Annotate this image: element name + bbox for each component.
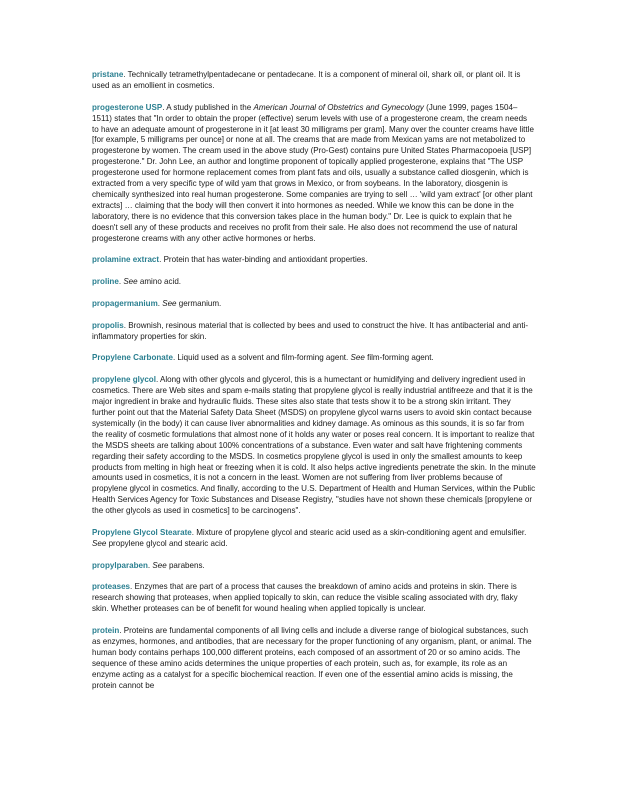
entry-text: . Along with other glycols and glycerol, this is a humectant or humidifying and delivery ingredient used in cosmetics. There are Web sites and spam e-mails stating that propylene glycol is really industrial antifreeze and that it is the major ingredient in brake and hydraulic fluids. These sites also state that tests show it to be a strong skin irritant. They further point out that the Material Safety Data Sheet (MSDS) on propylene glycol warns users to avoid skin contact because systemically (in the body) it can cause liver abnormalities and kidney damage. As ominous as this sounds, it is so far from the reality of cosmetic formulations that almost none of it holds any water or poses real concern. It is important to realize that the MSDS sheets are talking about 100% concentrations of a substance. Even water and salt have frightening comments regarding their safety according to the MSDS. In cosmetics propylene glycol is used in only the smallest amounts to keep products from melting in high heat or freezing when it is cold. It also helps active ingredients penetrate the skin. In the minute amounts used in cosmetics, it is not a concern in the least. Women are not suffering from liver problems because of propylene glycol in cosmetics. And finally, according to the U.S. Department of Health and Human Services, within the Public Health Services Agency for Toxic Substances and Disease Registry, "studies have not shown these chemicals [propylene or the other glycols as used in cosmetics] to be carcinogens". (92, 375, 536, 516)
entry-term: proline (92, 277, 119, 287)
entry-text: . Proteins are fundamental components of all living cells and include a diverse range of biological substances, such as enzymes, hormones, and antibodies, that are necessary for the proper functioning of any organism, plant, or animal. The human body contains perhaps 100,000 different proteins, each composed of an assortment of 20 or so amino acids. The sequence of these amino acids determines the unique properties of each protein, such as, for example, its role as an enzyme acting as a catalyst for a specific biochemical reaction. If even one of the essential amino acids is missing, the protein cannot be (92, 626, 532, 690)
entry-term: propagermanium (92, 298, 158, 308)
glossary-entry (92, 353, 536, 364)
entry-text: amino acid. (137, 277, 182, 287)
entry-text: . Brownish, resinous material that is collected by bees and used to construct the hive. It has antibacterial and anti-inflammatory properties for skin. (92, 320, 529, 341)
entry-term: pristane (92, 70, 124, 79)
entry-text: parabens. (166, 560, 205, 570)
entry-term: prolamine extract (92, 255, 160, 265)
glossary-entry (92, 375, 536, 517)
glossary-entry (92, 626, 536, 691)
glossary-entry (92, 299, 536, 310)
glossary-entry (92, 528, 536, 550)
glossary-entry (92, 582, 536, 615)
entry-text: . Enzymes that are part of a process that causes the breakdown of amino acids and proteins in skin. There is research showing that proteases, when applied topically to skin, can reduce the visible scaling associated with dry, flaky skin. Whether proteases can be of benefit for wound healing when applied topically is unclear. (92, 582, 518, 614)
entry-text: . Liquid used as a solvent and film-forming agent. (172, 353, 351, 363)
entry-term: progesterone USP (92, 102, 163, 112)
entry-term: proteases (92, 582, 131, 592)
entry-text: . (147, 560, 153, 570)
glossary-entry (92, 70, 536, 92)
entry-emphasis: See (162, 298, 177, 308)
entry-term: Propylene Carbonate (92, 353, 173, 363)
entry-term: Propylene Glycol Stearate (92, 527, 192, 537)
entry-emphasis: See (92, 538, 107, 548)
entry-term: protein (92, 626, 120, 636)
glossary-page (92, 70, 536, 702)
entry-emphasis: See (152, 560, 167, 570)
glossary-entry (92, 103, 536, 245)
entry-emphasis: See (350, 353, 365, 363)
entry-text: propylene glycol and stearic acid. (106, 538, 228, 548)
entry-text: . Mixture of propylene glycol and stearic acid used as a skin-conditioning agent and emulsifier. (191, 527, 527, 537)
glossary-entry (92, 277, 536, 288)
entry-term: propolis (92, 320, 124, 330)
glossary-entry (92, 561, 536, 572)
entry-text: . (118, 277, 124, 287)
entry-emphasis: American Journal of Obstetrics and Gynecology (253, 102, 424, 112)
entry-text: . Protein that has water-binding and antioxidant properties. (159, 255, 368, 265)
entry-term: propylene glycol (92, 375, 156, 385)
entry-term: propylparaben (92, 560, 148, 570)
entry-text: (June 1999, pages 1504–1511) states that "In order to obtain the proper (effective) serum levels with use of a progesterone cream, the cream needs to have an adequate amount of progesterone in it [at least 30 milligrams per gram]. Many over the counter creams have little [for example, 5 milligrams per ounce] or none at all. The creams that are made from Mexican yams are not metabolized to progesterone by women. The cream used in the above study (Pro-Gest) contains pure United States Pharmacopoeia [USP] progesterone." Dr. John Lee, an author and longtime proponent of topically applied progesterone, explains that "The USP progesterone used for hormone replacement comes from plant fats and oils, usually a substance called diosgenin, which is extracted from a very specific type of wild yam that grows in Mexico, or from soybeans. In the laboratory, diosgenin is chemically synthesized into real human progesterone. Some companies are trying to sell … 'wild yam extract' [or other plant extracts] … claiming that the body will then convert it into hormones as needed. While we know this can be done in the laboratory, there is no evidence that this conversion takes place in the human body." Dr. Lee is quick to explain that he doesn't sell any of these products and receives no profit from their sale. He also does not recommend the use of natural progesterone creams with any other active hormones or herbs. (92, 102, 534, 243)
entry-text: film-forming agent. (364, 353, 434, 363)
entry-text: . Technically tetramethylpentadecane or pentadecane. It is a component of mineral oil, shark oil, or plant oil. It is used as an emollient in cosmetics. (92, 70, 521, 90)
glossary-entry (92, 321, 536, 343)
entry-text: . A study published in the (162, 102, 254, 112)
entry-text: germanium. (176, 298, 222, 308)
entry-text: . (157, 298, 163, 308)
glossary-entry (92, 255, 536, 266)
entry-emphasis: See (123, 277, 138, 287)
